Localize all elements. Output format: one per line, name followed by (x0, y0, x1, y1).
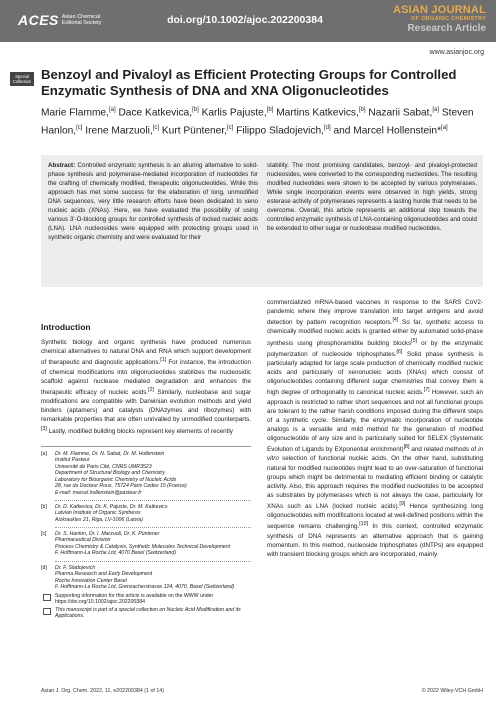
affiliation-a (41, 451, 253, 496)
abstract-label: Abstract: (48, 162, 76, 169)
journal-website-link[interactable]: www.asianjoc.org (429, 49, 484, 56)
affiliation-line: Dr. F. Sladojevich (55, 565, 96, 571)
body-text-column-2: commercialized mRNA-based vaccines in response to the SARS CoV2-pandemic where they improve translation into target antigens and avoid detection by pattern recognition receptors.[4] So far, synthetic access to chemically modified nucleic acids is granted either by automated solid-phase synthesis using phosphoramidite building blocks[5] or by the enzymatic polymerization of nucleoside triphosphates.[6] Solid phase synthesis is particularly adapted for large scale production of chemically modified nucleic acids and particularly of xenonucleic acids (XNAs) which consist of oligonucleotides containing different sugar chemistries that convey them a high degree of orthogonality to canonical nucleic acids.[7] However, such an approach is restricted to rather short sequences and not all functional groups are tolerant to the rather harsh conditions imposed during the different steps of a synthetic cycle. Similarly, the enzymatic incorporation of nucleotide analogs is a versatile and mild method for the generation of modified oligonucleotide of any size and is particularly suited for SELEX (Systematic Evolution of Ligands by EXponential enrichment)[8] and related methods of in vitro selection of functional nucleic acids. On the other hand, substituting natural for modified nucleotides might lead to an over-saturation of functional groups which might be detrimental to mediating efficient binding or catalytic activity. Also, this approach requires the modified nucleotides to be accepted as substrates by polymerases which is not always the case, particularly for XNAs such as LNA (locked nucleic acids).[9] Hence synthesizing long oligonucleotides with modifications located at well-defined positions within the sequence remains challenging.[10] In this context, controlled enzymatic synthesis of DNA represents an alternative approach that is gaining momentum. In this method, nucleoside triphosphates (dNTPs) are equipped with transient blocking groups which are incorporated, mainly (267, 299, 484, 558)
page-footer-copyright: © 2022 Wiley-VCH GmbH (421, 688, 483, 694)
page-footer-citation: Asian J. Org. Chem. 2022, 11, e202200384 (1 of 14) (41, 688, 164, 694)
special-collection-note (41, 607, 253, 620)
aces-logo-subtext: Asian Chemical Editorial Society (61, 14, 102, 26)
affiliation-separator (55, 561, 251, 562)
footnote-divider (41, 446, 251, 447)
affiliation-line: Pharma Research and Early Development (55, 571, 153, 578)
affiliation-line: F. Hoffmann-La Roche Ltd, 4070 Basel (Switzerland) (55, 550, 177, 557)
special-collection-text: This manuscript is part of a special collection on Nucleic Acid Modification and its Applications. (55, 607, 241, 620)
supporting-info-note (41, 593, 253, 606)
affiliation-line: Department of Structural Biology and Chemistry (55, 470, 165, 477)
journal-name-line2: OF ORGANIC CHEMISTRY (411, 16, 486, 22)
affiliation-line: Roche Innovation Center Basel (55, 577, 127, 584)
affiliation-line: Institut Pasteur (55, 457, 90, 464)
supporting-info-text[interactable]: Supporting information for this article is available on the WWW under https://doi.org/10.1002/ajoc.202200384 (55, 593, 214, 606)
affiliation-line: F. Hoffmann-La Roche Ltd, Grenzacherstrasse 124, 4070, Basel (Switzerland) (55, 584, 235, 591)
affiliation-email-link[interactable]: E-mail: marcel.hollenstein@pasteur.fr (55, 489, 142, 496)
affiliation-b (41, 504, 253, 523)
section-heading-introduction: Introduction (41, 322, 91, 332)
affiliation-separator (55, 527, 251, 528)
journal-name-line1: ASIAN JOURNAL (392, 4, 486, 16)
affiliation-line: Laboratory for Bioorganic Chemistry of Nucleic Acids (55, 476, 177, 483)
affiliation-line: Process Chemistry & Catalysis, Synthetic Molecules Technical Development (55, 543, 231, 550)
special-collection-badge: Special Collection (10, 72, 34, 86)
affiliation-line: Université de Paris Cité, CNRS UMR3523 (55, 463, 152, 470)
affiliation-line: Dr. M. Flamme, Dr. N. Sabat, Dr. M. Hollenstein (55, 451, 165, 457)
body-text-column-1: Synthetic biology and organic synthesis have produced numerous chemical alternatives to natural DNA and RNA which support development of therapeutic and diagnostic applications.[1] For instance, the introduction of chemical modifications into oligonucleotides stabilizes the nucleosidic scaffold against nuclease mediated degradation and enhances the therapeutic efficacy of nucleic acids.[2] Similarly, nucleobase and sugar modifications are compatible with Darwinian evolution methods and yield binders (aptamers) and catalysts (DNAzymes and ribozymes) with remarkable properties that are often unrivalled by unmodified counterparts.[3] Lastly, modified building blocks represent key elements of recently (41, 339, 251, 435)
affiliation-line: 28, rue du Docteur Roux, 75724 Paris Cedex 15 (France) (55, 483, 187, 490)
journal-logo (393, 5, 486, 34)
affiliation-line: Dr. D. Katkevica, Dr. K. Pajuste, Dr. M. Katkevics (55, 504, 168, 510)
article-type: Research Article (407, 23, 486, 34)
abstract-column-2: stability. The most promising candidates, benzoyl- and pivaloyl-protected nucleosides, were converted to the corresponding nucleotides. The resulting modified nucleotides were shown to be accepted by various polymerases. While single incorporation events were observed in high yields, strong esterase activity of polymerases represents a lasting hurdle that needs to be overcome. Overall, this article represents an additional step towards the controlled enzymatic synthesis of LNA-containing oligonucleotides and could be extended to other sugar or nucleobase modified nucleotides. (267, 162, 477, 233)
affiliation-line: Aizkraukles 21, Riga, LV-1006 (Latvia) (55, 516, 144, 523)
doi-link[interactable]: doi.org/10.1002/ajoc.202200384 (167, 14, 323, 26)
author-list: Marie Flamme,[a] Dace Katkevica,[b] Karlis Pajuste,[b] Martins Katkevics,[b] Nazarii Sabat,[a] Steven Hanlon,[c] Irene Marzuoli,[c] Kurt Püntener,[c] Filippo Sladojevich,[d] and Marcel Hollenstein*[a] (41, 107, 474, 137)
affiliation-separator (55, 500, 251, 501)
affiliation-line: Pharmaceutical Division (55, 537, 111, 544)
affiliation-label: [a] (41, 451, 47, 457)
affiliation-line: Dr. S. Hanlon, Dr. I. Marzuoli, Dr. K. Püntener (55, 531, 160, 537)
affiliation-c (41, 531, 253, 557)
aces-logo (18, 9, 120, 31)
aces-logo-text: ACES (18, 12, 59, 28)
affiliation-label: [b] (41, 504, 47, 510)
article-title: Benzoyl and Pivaloyl as Efficient Protecting Groups for Controlled Enzymatic Synthesis of DNA and XNA Oligonucleotides (41, 67, 457, 98)
affiliation-d (41, 565, 253, 591)
affiliation-label: [c] (41, 531, 47, 537)
abstract-text-1: Controlled enzymatic synthesis is an alluring alternative to solid-phase synthesis and polymerase-mediated incorporation of nucleotides for the crafting of chemically modified, therapeutic oligonucleotides. While this approach has met some success for the elaboration of long, unmodified DNA sequences, very little research efforts have been dedicated to xeno nucleic acids (XNAs). Here, we have evaluated the possibility of using various 3'-O-blocking groups for controlled synthesis of locked nucleic acids (LNA). LNA nucleosides were equipped with protecting groups used in synthetic organic chemistry and were evaluated for their (48, 162, 258, 242)
affiliation-line: Latvian Institute of Organic Synthesis (55, 510, 141, 517)
abstract-column-1 (48, 161, 258, 242)
affiliation-label: [d] (41, 565, 47, 571)
